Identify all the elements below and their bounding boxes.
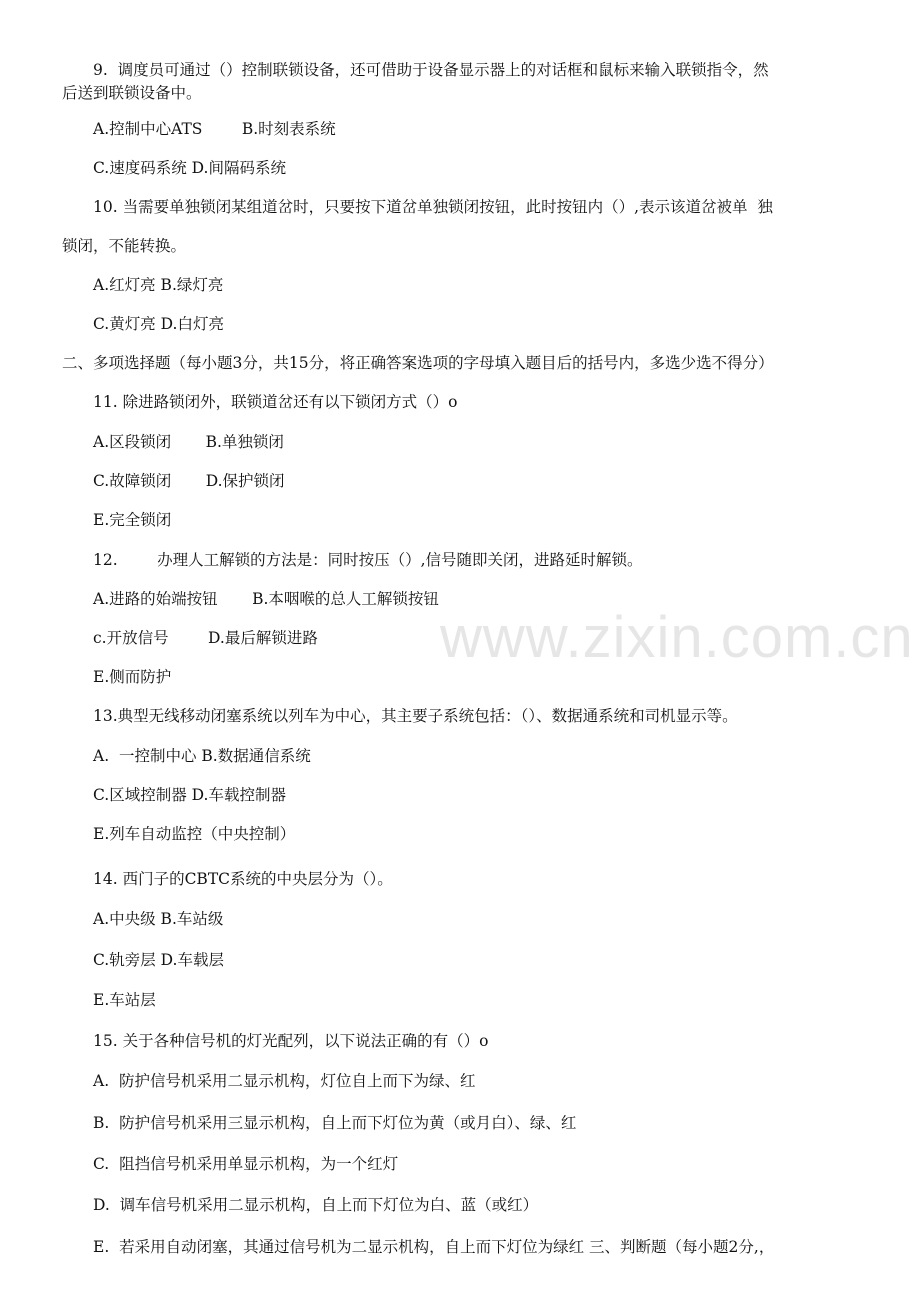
question-10-line-2: 锁闭，不能转换。	[62, 237, 187, 255]
question-15-option-e: E. 若采用自动闭塞，其通过信号机为二显示机构，自上而下灯位为绿红 三、判断题（每小题2分,，	[93, 1238, 775, 1256]
question-14-options-cd: C.轨旁层 D.车载层	[93, 951, 224, 969]
question-9-options-ab: A.控制中心ATS B.时刻表系统	[93, 120, 336, 138]
question-15-option-d: D. 调车信号机采用二显示机构，自上而下灯位为白、蓝（或红）	[93, 1196, 539, 1214]
question-11-option-e: E.完全锁闭	[93, 511, 172, 529]
question-10-options-cd: C.黄灯亮 D.白灯亮	[93, 315, 224, 333]
question-11-options-cd: C.故障锁闭 D.保护锁闭	[93, 472, 285, 490]
question-13-options-cd: C.区域控制器 D.车载控制器	[93, 786, 286, 804]
question-12-options-ab: A.进路的始端按钮 B.本咽喉的总人工解锁按钮	[93, 590, 439, 608]
question-10-line-1: 10. 当需要单独锁闭某组道岔时，只要按下道岔单独锁闭按钮，此时按钮内（）,表示该道岔被单 独	[93, 198, 773, 216]
question-14-options-ab: A.中央级 B.车站级	[93, 910, 224, 928]
question-15-option-b: B. 防护信号机采用三显示机构，自上而下灯位为黄（或月白）、绿、红	[93, 1114, 577, 1132]
question-10-options-ab: A.红灯亮 B.绿灯亮	[93, 276, 224, 294]
question-14-stem: 14. 西门子的CBTC系统的中央层分为（）。	[93, 870, 393, 888]
question-9-options-cd: C.速度码系统 D.间隔码系统	[93, 159, 286, 177]
question-15-option-c: C. 阻挡信号机采用单显示机构，为一个红灯	[93, 1155, 399, 1173]
section-2-heading: 二、多项选择题（每小题3分，共15分，将正确答案选项的字母填入题目后的括号内，多选少选不得分）	[62, 354, 774, 372]
question-12-options-cd: c.开放信号 D.最后解锁进路	[93, 629, 318, 647]
question-13-stem: 13.典型无线移动闭塞系统以列车为中心，其主要子系统包括：（）、数据通系统和司机显示等。	[93, 707, 738, 725]
watermark-text: www.zixin.com.cn	[440, 605, 914, 670]
question-11-options-ab: A.区段锁闭 B.单独锁闭	[93, 433, 284, 451]
question-12-stem: 12. 办理人工解锁的方法是：同时按压（）,信号随即关闭，进路延时解锁。	[93, 551, 643, 569]
question-15-option-a: A. 防护信号机采用二显示机构，灯位自上而下为绿、红	[93, 1072, 476, 1090]
question-9-line-2: 后送到联锁设备中。	[62, 84, 202, 102]
question-12-option-e: E.侧而防护	[93, 668, 172, 686]
question-9-line-1: 9. 调度员可通过（）控制联锁设备，还可借助于设备显示器上的对话框和鼠标来输入联锁指令，然	[93, 61, 769, 79]
question-14-option-e: E.车站层	[93, 991, 156, 1009]
question-13-options-ab: A. 一控制中心 B.数据通信系统	[93, 747, 311, 765]
question-13-option-e: E.列车自动监控（中央控制）	[93, 825, 296, 843]
question-15-stem: 15. 关于各种信号机的灯光配列，以下说法正确的有（）o	[93, 1032, 489, 1050]
question-11-stem: 11. 除进路锁闭外，联锁道岔还有以下锁闭方式（）o	[93, 393, 458, 411]
